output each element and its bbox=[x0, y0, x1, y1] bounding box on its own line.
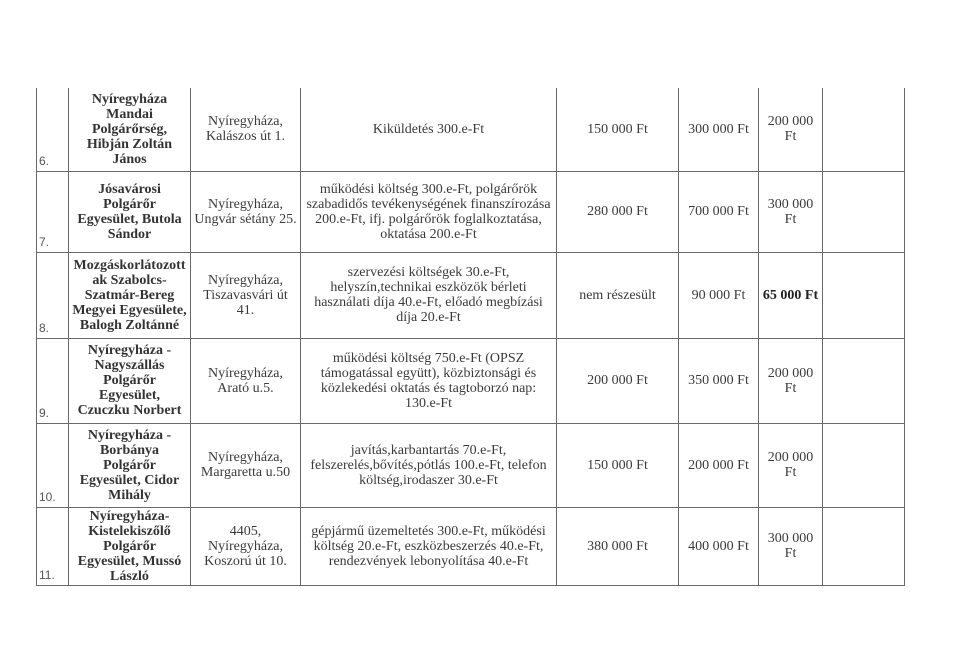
amount-2: 300 000 Ft bbox=[679, 88, 759, 171]
amount-1: 150 000 Ft bbox=[557, 88, 679, 171]
amount-2: 90 000 Ft bbox=[679, 252, 759, 338]
row-number: 8. bbox=[37, 252, 69, 338]
amount-3: 300 000 Ft bbox=[759, 507, 823, 585]
organization-name: Nyíregyháza-Kistelekiszőlő Polgárőr Egyesület, Mussó László bbox=[69, 507, 191, 585]
amount-3: 200 000 Ft bbox=[759, 88, 823, 171]
purpose: működési költség 750.e-Ft (OPSZ támogatással együtt), közbiztonsági és közlekedési oktatás és tagtoborzó nap: 130.e-Ft bbox=[301, 338, 557, 423]
empty-cell bbox=[823, 423, 905, 507]
organization-name: Nyíregyháza - Borbánya Polgárőr Egyesület, Cidor Mihály bbox=[69, 423, 191, 507]
table-row bbox=[37, 423, 905, 507]
purpose: működési költség 300.e-Ft, polgárőrök szabadidős tevékenységének finanszírozása 200.e-Ft, ifj. polgárőrök foglalkoztatása, oktatása 200.e-Ft bbox=[301, 171, 557, 252]
empty-cell bbox=[823, 88, 905, 171]
amount-1: nem részesült bbox=[557, 252, 679, 338]
empty-cell bbox=[823, 171, 905, 252]
amount-3: 300 000 Ft bbox=[759, 171, 823, 252]
amount-3: 200 000 Ft bbox=[759, 423, 823, 507]
table-row bbox=[37, 252, 905, 338]
address: Nyíregyháza, Arató u.5. bbox=[191, 338, 301, 423]
empty-cell bbox=[823, 252, 905, 338]
amount-1: 280 000 Ft bbox=[557, 171, 679, 252]
table-row bbox=[37, 88, 905, 171]
organization-name: Nyíregyháza - Nagyszállás Polgárőr Egyesület, Czuczku Norbert bbox=[69, 338, 191, 423]
amount-3: 200 000 Ft bbox=[759, 338, 823, 423]
purpose: gépjármű üzemeltetés 300.e-Ft, működési költség 20.e-Ft, eszközbeszerzés 40.e-Ft, rendezvények lebonyolítása 40.e-Ft bbox=[301, 507, 557, 585]
empty-cell bbox=[823, 507, 905, 585]
amount-1: 200 000 Ft bbox=[557, 338, 679, 423]
amount-2: 200 000 Ft bbox=[679, 423, 759, 507]
table-row bbox=[37, 507, 905, 585]
amount-2: 700 000 Ft bbox=[679, 171, 759, 252]
address: Nyíregyháza, Ungvár sétány 25. bbox=[191, 171, 301, 252]
empty-cell bbox=[823, 338, 905, 423]
address: Nyíregyháza, Margaretta u.50 bbox=[191, 423, 301, 507]
row-number: 6. bbox=[37, 88, 69, 171]
amount-1: 380 000 Ft bbox=[557, 507, 679, 585]
address: Nyíregyháza, Tiszavasvári út 41. bbox=[191, 252, 301, 338]
purpose: szervezési költségek 30.e-Ft, helyszín,technikai eszközök bérleti használati díja 40.e-Ft, előadó megbízási díja 20.e-Ft bbox=[301, 252, 557, 338]
purpose: javítás,karbantartás 70.e-Ft, felszerelés,bővítés,pótlás 100.e-Ft, telefon költség,irodaszer 30.e-Ft bbox=[301, 423, 557, 507]
organization-name: Jósavárosi Polgárőr Egyesület, Butola Sándor bbox=[69, 171, 191, 252]
amount-1: 150 000 Ft bbox=[557, 423, 679, 507]
row-number: 11. bbox=[37, 507, 69, 585]
purpose: Kiküldetés 300.e-Ft bbox=[301, 88, 557, 171]
grant-table bbox=[36, 88, 905, 586]
table-row bbox=[37, 171, 905, 252]
address: 4405, Nyíregyháza, Koszorú út 10. bbox=[191, 507, 301, 585]
amount-2: 350 000 Ft bbox=[679, 338, 759, 423]
row-number: 10. bbox=[37, 423, 69, 507]
address: Nyíregyháza, Kalászos út 1. bbox=[191, 88, 301, 171]
table-row bbox=[37, 338, 905, 423]
organization-name: Mozgáskorlátozott ak Szabolcs-Szatmár-Bereg Megyei Egyesülete, Balogh Zoltánné bbox=[69, 252, 191, 338]
row-number: 9. bbox=[37, 338, 69, 423]
amount-3: 65 000 Ft bbox=[759, 252, 823, 338]
organization-name: Nyíregyháza Mandai Polgárőrség, Hibján Zoltán János bbox=[69, 88, 191, 171]
amount-2: 400 000 Ft bbox=[679, 507, 759, 585]
row-number: 7. bbox=[37, 171, 69, 252]
